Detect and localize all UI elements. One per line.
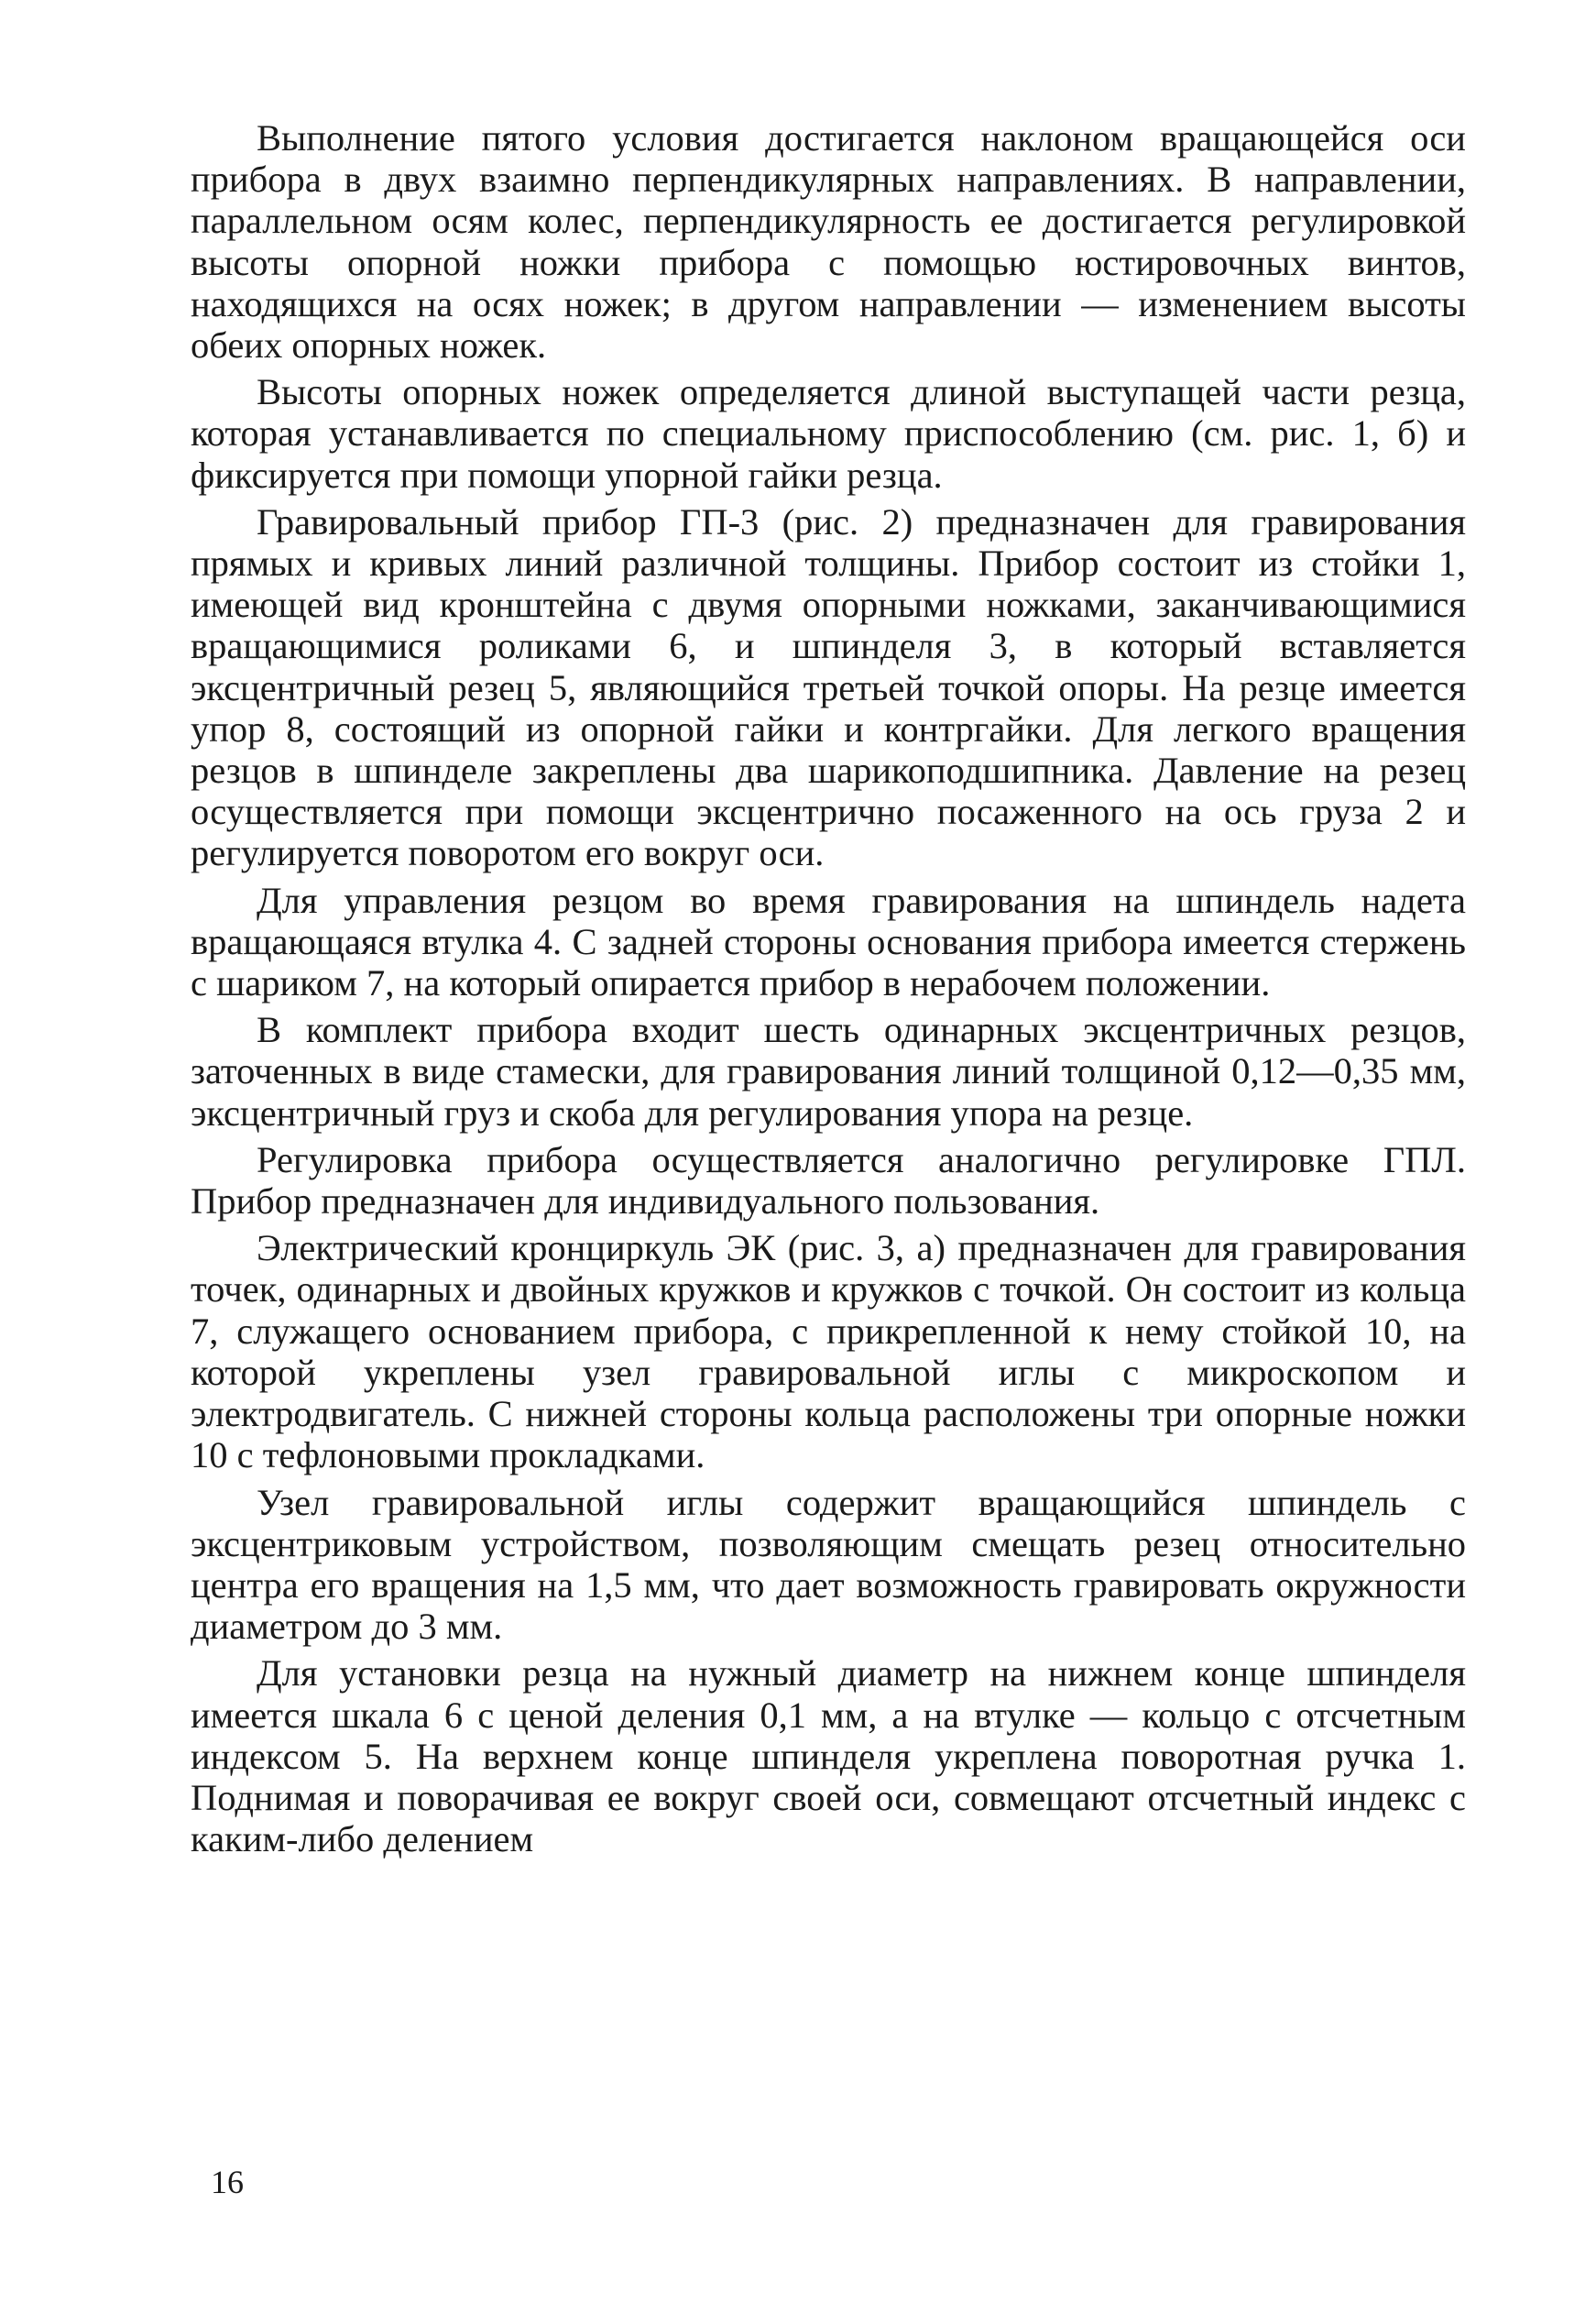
paragraph-7: Электрический кронциркуль ЭК (рис. 3, а) предназначен для гравирования точек, одинарных и двойных кружков и кружков с точкой. Он состоит из кольца 7, служащего основанием прибора, с прикрепленной к нему стойкой 10, на которой укреплены узел гравировальной иглы с микроскопом и электродвигатель. С нижней стороны кольца расположены три опорные ножки 10 с тефлоновыми прокладками.	[191, 1227, 1466, 1476]
paragraph-5: В комплект прибора входит шесть одинарных эксцентричных резцов, заточенных в виде стамески, для гравирования линий толщиной 0,12—0,35 мм, эксцентричный груз и скоба для регулирования упора на резце.	[191, 1009, 1466, 1134]
paragraph-9: Для установки резца на нужный диаметр на нижнем конце шпинделя имеется шкала 6 с ценой деления 0,1 мм, а на втулке — кольцо с отсчетным индексом 5. На верхнем конце шпинделя укреплена поворотная ручка 1. Поднимая и поворачивая ее вокруг своей оси, совмещают отсчетный индекс с каким-либо делением	[191, 1652, 1466, 1860]
paragraph-3: Гравировальный прибор ГП-3 (рис. 2) предназначен для гравирования прямых и кривых линий различной толщины. Прибор состоит из стойки 1, имеющей вид кронштейна с двумя опорными ножками, заканчивающимися вращающимися роликами 6, и шпинделя 3, в который вставляется эксцентричный резец 5, являющийся третьей точкой опоры. На резце имеется упор 8, состоящий из опорной гайки и контргайки. Для легкого вращения резцов в шпинделе закреплены два шарикоподшипника. Давление на резец осуществляется при помощи эксцентрично посаженного на ось груза 2 и регулируется поворотом его вокруг оси.	[191, 500, 1466, 874]
paragraph-8: Узел гравировальной иглы содержит вращающийся шпиндель с эксцентриковым устройством, позволяющим смещать резец относительно центра его вращения на 1,5 мм, что дает возможность гравировать окружности диаметром до 3 мм.	[191, 1481, 1466, 1648]
body-text	[191, 117, 1466, 1859]
page-number: 16	[211, 2164, 244, 2200]
paragraph-4: Для управления резцом во время гравирования на шпиндель надета вращающаяся втулка 4. С задней стороны основания прибора имеется стержень с шариком 7, на который опирается прибор в нерабочем положении.	[191, 879, 1466, 1004]
paragraph-1: Выполнение пятого условия достигается наклоном вращающейся оси прибора в двух взаимно перпендикулярных направлениях. В направлении, параллельном осям колес, перпендикулярность ее достигается регулировкой высоты опорной ножки прибора с помощью юстировочных винтов, находящихся на осях ножек; в другом направлении — изменением высоты обеих опорных ножек.	[191, 117, 1466, 367]
paragraph-2: Высоты опорных ножек определяется длиной выступащей части резца, которая устанавливается по специальному приспособлению (см. рис. 1, б) и фиксируется при помощи упорной гайки резца.	[191, 371, 1466, 496]
paragraph-6: Регулировка прибора осуществляется аналогично регулировке ГПЛ. Прибор предназначен для индивидуального пользования.	[191, 1138, 1466, 1223]
